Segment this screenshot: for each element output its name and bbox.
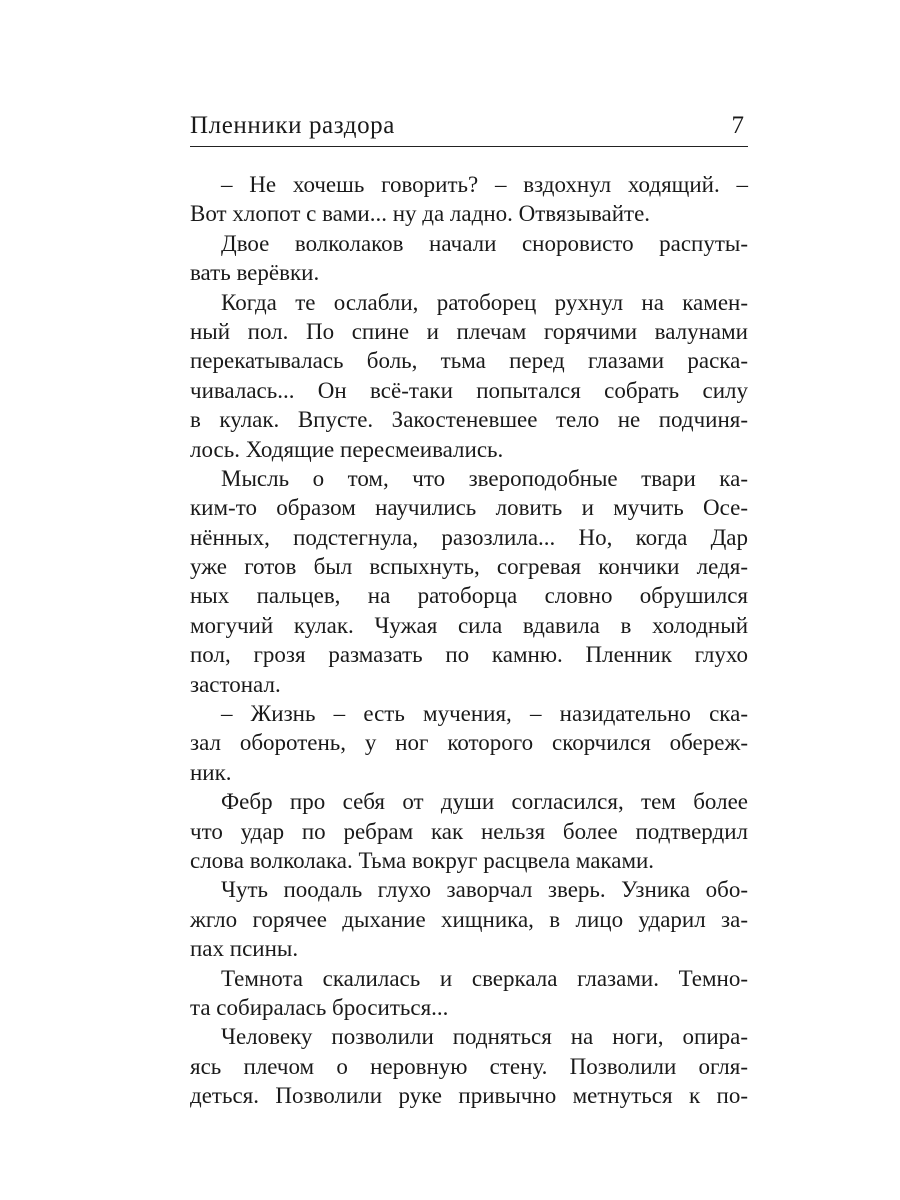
page-number: 7 — [731, 112, 744, 139]
text-line: ных пальцев, на ратоборца словно обрушился — [190, 583, 748, 609]
text-line: пах псины. — [190, 936, 299, 962]
text-line: – Жизнь – есть мучения, – назидательно ска- — [221, 701, 748, 727]
text-line: Фебр про себя от души согласился, тем более — [221, 789, 748, 815]
text-line: деться. Позволили руке привычно метнуться к по- — [190, 1083, 748, 1109]
paragraph — [190, 787, 748, 875]
text-line: Мысль о том, что звероподобные твари ка- — [221, 465, 748, 491]
text-line: жгло горячее дыхание хищника, в лицо ударил за- — [190, 906, 748, 932]
text-line: ким-то образом научились ловить и мучить Осе- — [190, 495, 748, 521]
paragraph — [190, 964, 748, 1023]
running-header — [190, 112, 748, 147]
paragraph — [190, 464, 748, 699]
paragraph — [190, 1022, 748, 1110]
text-line: пол, грозя размазать по камню. Пленник глухо — [190, 642, 748, 668]
text-line: ный пол. По спине и плечам горячими валунами — [190, 318, 748, 344]
text-line: ник. — [190, 759, 232, 785]
paragraph — [190, 288, 748, 464]
text-line: вать верёвки. — [190, 260, 320, 286]
text-line: в кулак. Впусте. Закостеневшее тело не подчиня- — [190, 407, 748, 433]
text-line: слова волколака. Тьма вокруг расцвела маками. — [190, 847, 655, 873]
running-title: Пленники раздора — [190, 112, 395, 139]
text-line: могучий кулак. Чужая сила вдавила в холодный — [190, 612, 748, 638]
text-line: зал оборотень, у ног которого скорчился обереж- — [190, 730, 748, 756]
text-line: что удар по ребрам как нельзя более подтвердил — [190, 818, 748, 844]
text-line: застонал. — [190, 671, 281, 697]
text-line: Когда те ослабли, ратоборец рухнул на камен- — [221, 289, 748, 315]
text-line: чивалась... Он всё-таки попытался собрать силу — [190, 377, 748, 403]
text-line: Двое волколаков начали сноровисто распуты- — [221, 230, 748, 256]
text-line: лось. Ходящие пересмеивались. — [190, 436, 504, 462]
paragraph — [190, 170, 748, 229]
text-line: Вот хлопот с вами... ну да ладно. Отвязывайте. — [190, 201, 651, 227]
text-line: – Не хочешь говорить? – вздохнул ходящий. – — [221, 172, 748, 197]
text-line: уже готов был вспыхнуть, согревая кончики ледя- — [190, 554, 748, 580]
paragraph — [190, 229, 748, 288]
text-line: Темнота скалилась и сверкала глазами. Темно- — [221, 965, 748, 991]
text-line: ясь плечом о неровную стену. Позволили огля- — [190, 1053, 748, 1079]
text-line: Человеку позволили подняться на ноги, опира- — [221, 1024, 748, 1050]
text-line: перекатывалась боль, тьма перед глазами раска- — [190, 348, 748, 374]
text-line: та собиралась броситься... — [190, 994, 449, 1020]
paragraph — [190, 875, 748, 963]
text-line: Чуть поодаль глухо заворчал зверь. Узника обо- — [221, 877, 748, 903]
text-body — [190, 170, 748, 1111]
text-line: нённых, подстегнула, разозлила... Но, когда Дар — [190, 524, 748, 550]
paragraph — [190, 699, 748, 787]
